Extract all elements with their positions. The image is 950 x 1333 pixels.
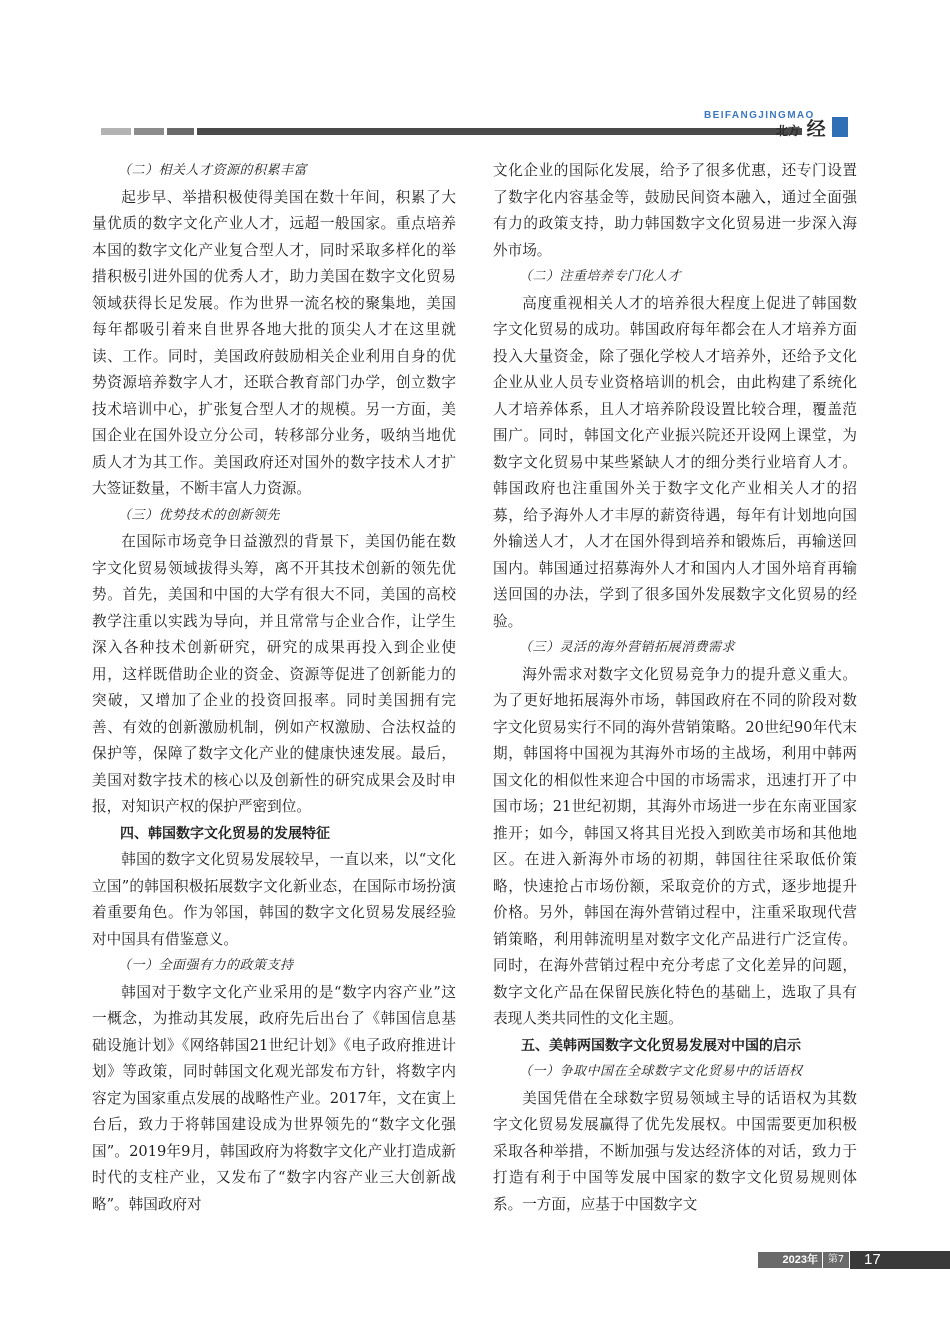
subsection-heading: （三）灵活的海外营销拓展消费需求 [519,640,736,655]
left-column [92,158,456,1218]
header-dash [167,128,194,135]
subsection-heading: （一）争取中国在全球数字文化贸易中的话语权 [519,1064,803,1079]
section-heading: 四、韩国数字文化贸易的发展特征 [120,825,330,842]
magazine-title-char: 经 [806,118,826,140]
section-heading: 五、美韩两国数字文化贸易发展对中国的启示 [521,1037,801,1054]
magazine-title [776,119,826,141]
paragraph: 美国凭借在全球数字贸易领域主导的话语权为其数字文化贸易发展赢得了优先发展权。中国需要更加积极采取各种举措，不断加强与发达经济体的对话，致力于打造有利于中国等发展中国家的数字文化贸易规则体系。一方面，应基于中国数字文 [493,1089,857,1213]
paragraph-continued: 文化企业的国际化发展，给予了很多优惠，还专门设置了数字化内容基金等，鼓励民间资本融入，通过全面强有力的政策支持，助力韩国数字文化贸易进一步深入海外市场。 [493,162,857,259]
magazine-logo-box [832,117,848,137]
magazine-pinyin: BEIFANGJINGMAO [704,110,815,121]
subsection-heading: （一）全面强有力的政策支持 [118,958,294,973]
header-dash [134,128,164,135]
issue-number: 第7期 [823,1252,849,1268]
header-dash [101,128,131,135]
header-rule [197,128,802,135]
magazine-title-small: 北方 [776,124,801,138]
paragraph: 海外需求对数字文化贸易竞争力的提升意义重大。为了更好地拓展海外市场，韩国政府在不同的阶段对数字文化贸易实行不同的海外营销策略。20世纪90年代末期，韩国将中国视为其海外市场的主战场，利用中韩两国文化的相似性来迎合中国的市场需求，迅速打开了中国市场；21世纪初期，其海外市场进一步在东南亚国家推开；如今，韩国又将其目光投入到欧美市场和其他地区。在进入新海外市场的初期，韩国往往采取低价策略，快速抢占市场份额，采取竞价的方式，逐步地提升价格。另外，韩国在海外营销过程中，注重采取现代营销策略，利用韩流明星对数字文化产品进行广泛宣传。同时，在海外营销过程中充分考虑了文化差异的问题，数字文化产品在保留民族化特色的基础上，选取了具有表现人类共同性的文化主题。 [493,665,857,1027]
paragraph: 韩国的数字文化贸易发展较早，一直以来，以“文化立国”的韩国积极拓展数字文化新业态，在国际市场扮演着重要角色。作为邻国，韩国的数字文化贸易发展经验对中国具有借鉴意义。 [92,851,456,948]
page-header [0,0,950,150]
subsection-heading: （三）优势技术的创新领先 [118,507,281,523]
subsection-heading: （二）注重培养专门化人才 [519,269,682,284]
paragraph: 高度重视相关人才的培养很大程度上促进了韩国数字文化贸易的成功。韩国政府每年都会在人才培养方面投入大量资金，除了强化学校人才培养外，还给予文化企业从业人员专业资格培训的机会，由此构建了系统化人才培养体系，且人才培养阶段设置比较合理，覆盖范围广。同时，韩国文化产业振兴院还开设网上课堂，为数字文化贸易中某些紧缺人才的细分类行业培育人才。韩国政府也注重国外关于数字文化产业相关人才的招募，给予海外人才丰厚的薪资待遇，每年有计划地向国外输送人才，人才在国外得到培养和锻炼后，再输送回国内。韩国通过招募海外人才和国内人才国外培育再输送回国的办法，学到了很多国外发展数字文化贸易的经验。 [493,294,857,630]
page-footer [730,1251,950,1281]
right-column [493,158,857,1218]
paragraph: 韩国对于数字文化产业采用的是“数字内容产业”这一概念，为推动其发展，政府先后出台了《韩国信息基础设施计划》《网络韩国21世纪计划》《电子政府推进计划》等政策，同时韩国文化观光部发布方针，将数字内容定为国家重点发展的战略性产业。2017年，文在寅上台后，致力于将韩国建设成为世界领先的“数字文化强国”。2019年9月，韩国政府为将数字文化产业打造成新时代的支柱产业，又发布了“数字内容产业三大创新战略”。韩国政府对 [92,983,456,1213]
issue-year: 2023年 [758,1252,822,1268]
subsection-heading: （二）相关人才资源的积累丰富 [118,163,308,178]
paragraph: 起步早、举措积极使得美国在数十年间，积累了大量优质的数字文化产业人才，远超一般国家。重点培养本国的数字文化产业复合型人才，同时采取多样化的举措积极引进外国的优秀人才，助力美国在数字文化贸易领域获得长足发展。作为世界一流名校的聚集地，美国每年都吸引着来自世界各地大批的顶尖人才在这里就读、工作。同时，美国政府鼓励相关企业利用自身的优势资源培养数字人才，还联合教育部门办学，创立数字技术培训中心，扩张复合型人才的规模。另一方面，美国企业在国外设立分公司，转移部分业务，吸纳当地优质人才为其工作。美国政府还对国外的数字技术人才扩大签证数量，不断丰富人力资源。 [92,188,456,497]
paragraph: 在国际市场竞争日益激烈的背景下，美国仍能在数字文化贸易领域拔得头筹，离不开其技术创新的领先优势。首先，美国和中国的大学有很大不同，美国的高校教学注重以实践为导向，并且常常与企业合作，让学生深入各种技术创新研究，研究的成果再投入到企业使用，这样既借助企业的资金、资源等促进了创新能力的突破，又增加了企业的投资回报率。同时美国拥有完善、有效的创新激励机制，例如产权激励、合法权益的保护等，保障了数字文化产业的健康快速发展。最后，美国对数字技术的核心以及创新性的研究成果会及时申报，对知识产权的保护严密到位。 [92,533,456,815]
page-number: 17 [850,1251,950,1269]
